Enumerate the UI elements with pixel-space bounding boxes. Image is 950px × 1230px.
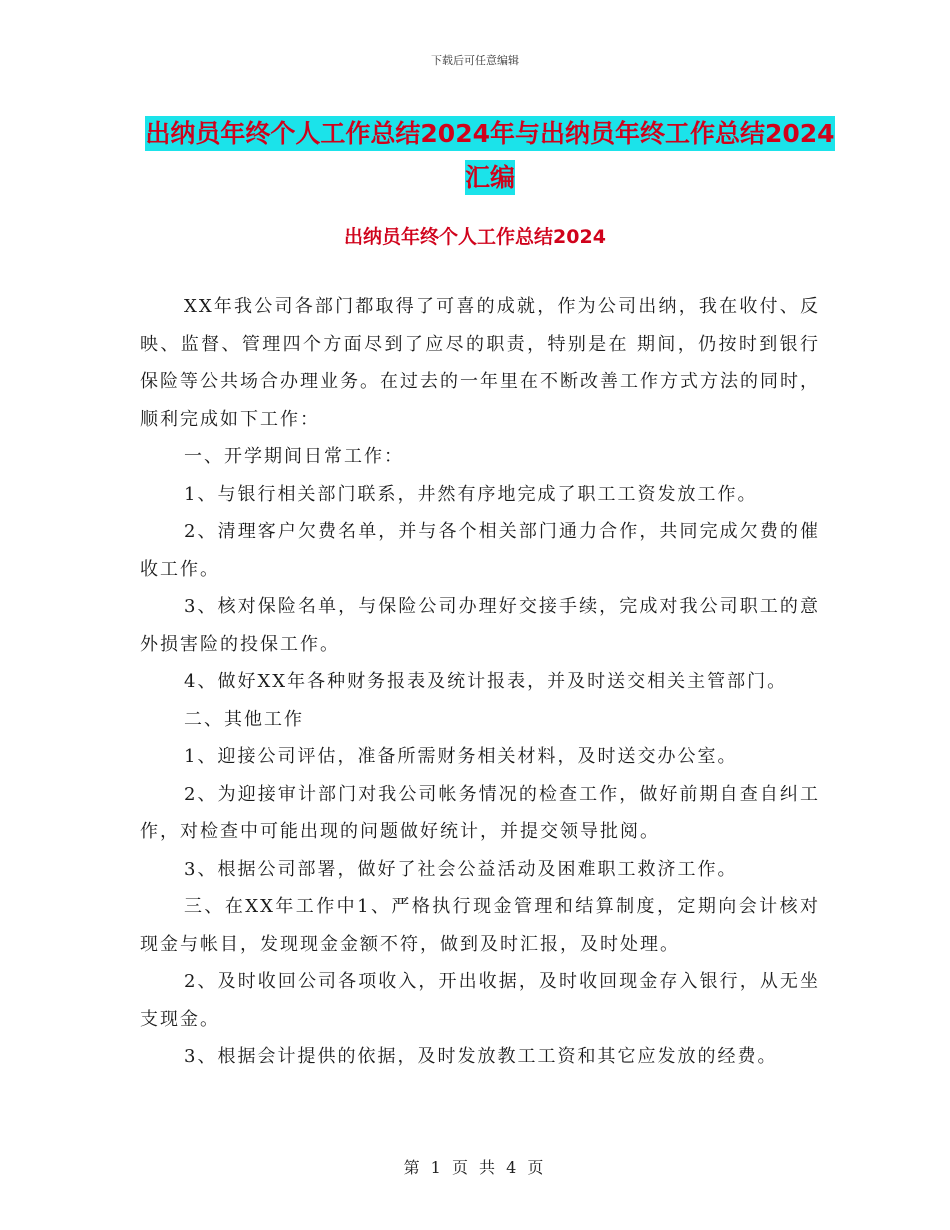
paragraph: 一、开学期间日常工作： — [184, 446, 404, 467]
paragraph: 3、根据公司部署，做好了社会公益活动及困难职工救济工作。 — [184, 858, 738, 880]
document-title — [140, 112, 840, 200]
paragraph: 2、为迎接审计部门对我公司帐务情况的检查工作，做好前期自查自纠工作，对检查中可能出现的问题做好统计，并提交领导批阅。 — [140, 783, 820, 842]
paragraph: 1、与银行相关部门联系，井然有序地完成了职工工资发放工作。 — [184, 483, 758, 505]
paragraph: XX年我公司各部门都取得了可喜的成就，作为公司出纳，我在收付、反映、监督、管理四个方面尽到了应尽的职责，特别是在 期间，仍按时到银行保险等公共场合办理业务。在过去的一年里在不断改善工作方式方法的同时，顺利完成如下工作： — [140, 296, 820, 430]
page-header-note: 下载后可任意编辑 — [431, 54, 519, 67]
section-title: 出纳员年终个人工作总结2024 — [344, 226, 606, 248]
paragraph: 1、迎接公司评估，准备所需财务相关材料，及时送交办公室。 — [184, 746, 738, 767]
paragraph: 3、核对保险名单，与保险公司办理好交接手续，完成对我公司职工的意外损害险的投保工作。 — [140, 596, 820, 655]
paragraph: 4、做好XX年各种财务报表及统计报表，并及时送交相关主管部门。 — [184, 671, 788, 692]
paragraph: 2、清理客户欠费名单，并与各个相关部门通力合作，共同完成欠费的催收工作。 — [140, 521, 820, 580]
paragraph: 3、根据会计提供的依据，及时发放教工工资和其它应发放的经费。 — [184, 1046, 778, 1067]
document-title-text: 出纳员年终个人工作总结2024年与出纳员年终工作总结2024汇编 — [145, 116, 834, 195]
document-body — [140, 288, 820, 1076]
paragraph: 二、其他工作 — [184, 708, 304, 730]
paragraph: 2、及时收回公司各项收入，开出收据，及时收回现金存入银行，从无坐支现金。 — [140, 971, 820, 1030]
paragraph: 三、在XX年工作中1、严格执行现金管理和结算制度，定期向会计核对现金与帐目，发现现金金额不符，做到及时汇报，及时处理。 — [140, 896, 820, 955]
page-number-footer: 第 1 页 共 4 页 — [403, 1158, 547, 1177]
